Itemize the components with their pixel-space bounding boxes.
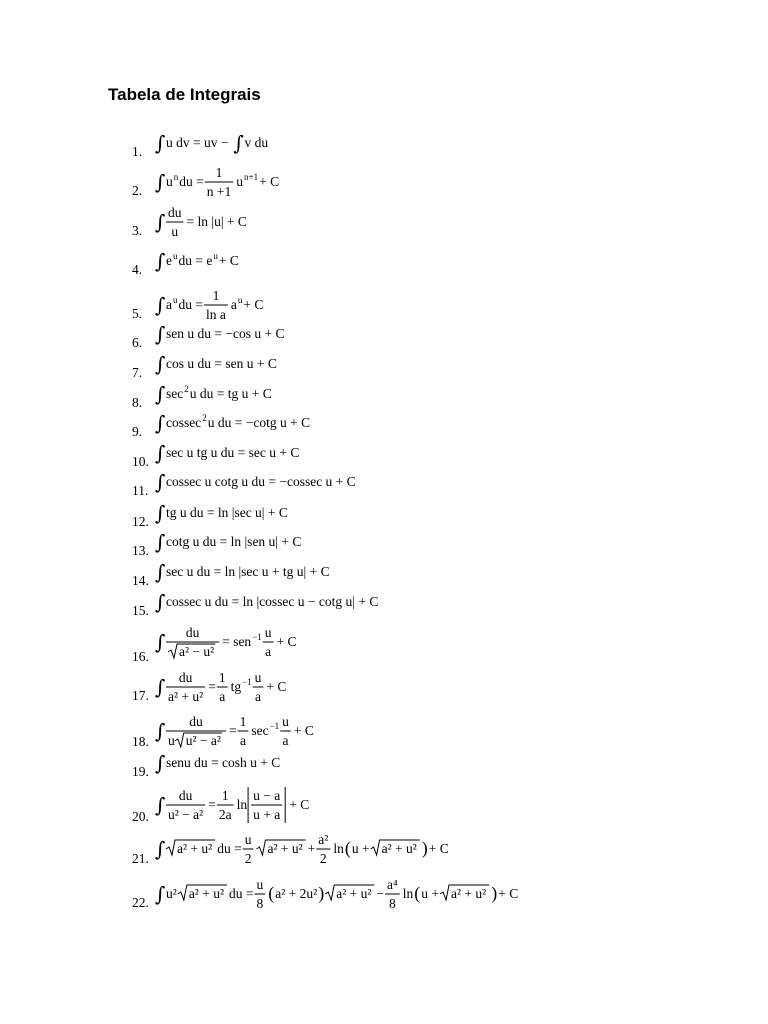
formula-number: 8. bbox=[132, 395, 143, 410]
fraction-numerator: u − a bbox=[253, 788, 281, 803]
superscript: u bbox=[213, 251, 218, 261]
fraction-denominator: a bbox=[282, 733, 289, 748]
formula-text: u + bbox=[421, 886, 440, 901]
fraction-denominator: a bbox=[255, 689, 262, 704]
formula-text: + C bbox=[289, 797, 310, 812]
fraction-numerator: a⁴ bbox=[387, 877, 398, 892]
fraction-denominator: u bbox=[168, 733, 175, 748]
formula-text: du = bbox=[179, 174, 204, 189]
superscript: n bbox=[173, 172, 179, 182]
formula-graphic bbox=[155, 701, 755, 751]
formula-text: cossec bbox=[166, 415, 202, 430]
formula-text: cos u du = sen u + C bbox=[166, 356, 277, 371]
integral-sign-icon: ∫ bbox=[155, 560, 166, 584]
formula-number: 2. bbox=[132, 183, 143, 198]
formula-text: + bbox=[307, 841, 316, 856]
superscript: u bbox=[173, 295, 178, 305]
fraction-numerator: du bbox=[178, 788, 193, 803]
superscript: u bbox=[173, 251, 178, 261]
formula-text: senu du = cosh u + C bbox=[166, 755, 281, 770]
fraction-numerator: du bbox=[189, 714, 203, 729]
fraction-numerator: 1 bbox=[221, 788, 229, 803]
fraction-denominator: a² + u² bbox=[168, 689, 204, 704]
formula-text: a bbox=[166, 297, 172, 312]
formula-text: du = bbox=[217, 841, 242, 856]
integral-sign-icon: ∫ bbox=[155, 382, 166, 406]
formula-text: ln bbox=[333, 841, 344, 856]
fraction-numerator: u bbox=[256, 877, 264, 892]
superscript: 2 bbox=[184, 384, 189, 394]
formula-number: 20. bbox=[132, 809, 149, 824]
parenthesis: ( bbox=[268, 883, 275, 903]
integral-sign-icon: ∫ bbox=[155, 411, 166, 435]
formula-number: 22. bbox=[132, 895, 149, 910]
formula-text: + C bbox=[293, 723, 314, 738]
integral-sign-icon: ∫ bbox=[155, 882, 166, 906]
radicand: a² − u² bbox=[179, 644, 215, 659]
formula-text: sec bbox=[251, 723, 269, 738]
fraction-denominator: 2a bbox=[218, 807, 232, 822]
formula-number: 18. bbox=[132, 734, 149, 749]
fraction-denominator: 8 bbox=[389, 896, 396, 911]
formula-number: 17. bbox=[132, 688, 149, 703]
superscript: n+1 bbox=[244, 172, 259, 182]
integral-sign-icon: ∫ bbox=[155, 470, 166, 494]
integral-sign-icon: ∫ bbox=[155, 719, 166, 743]
fraction-denominator: a bbox=[219, 689, 226, 704]
formula-number: 4. bbox=[132, 262, 143, 277]
formula-text: u du = tg u + C bbox=[189, 386, 272, 401]
formula-text: + C bbox=[428, 841, 449, 856]
formula-number: 7. bbox=[132, 365, 143, 380]
formula-number: 14. bbox=[132, 573, 149, 588]
integral-sign-icon: ∫ bbox=[155, 322, 166, 346]
integral-sign-icon: ∫ bbox=[155, 293, 166, 317]
radicand: u² − a² bbox=[185, 733, 221, 748]
integral-sign-icon: ∫ bbox=[155, 630, 166, 654]
parenthesis: ( bbox=[344, 838, 351, 858]
formula-text: ln bbox=[236, 797, 248, 812]
integral-formula bbox=[155, 864, 755, 917]
formula-text: u du = −cotg u + C bbox=[207, 415, 311, 430]
fraction-denominator: 2 bbox=[244, 851, 252, 866]
fraction-numerator: du bbox=[185, 625, 200, 640]
formula-text: + C bbox=[266, 679, 287, 694]
formula-text: cossec u du = ln |cossec u − cotg u| + C bbox=[166, 594, 379, 609]
fraction-numerator: u bbox=[244, 832, 252, 847]
fraction-numerator: 1 bbox=[215, 165, 223, 180]
fraction-numerator: u bbox=[254, 670, 262, 685]
formula-graphic bbox=[155, 775, 755, 825]
parenthesis: ) bbox=[491, 883, 498, 903]
radicand: a² + u² bbox=[177, 841, 213, 856]
formula-text: u + bbox=[351, 841, 370, 856]
formula-number: 1. bbox=[132, 144, 143, 159]
formula-text: ln bbox=[402, 886, 414, 901]
document-title: Tabela de Integrais bbox=[108, 85, 261, 104]
fraction-denominator: 2 bbox=[319, 851, 327, 866]
formula-text: u bbox=[166, 174, 173, 189]
formula-number: 19. bbox=[132, 764, 149, 779]
integral-sign-icon: ∫ bbox=[155, 352, 166, 376]
formula-text: sec u du = ln |sec u + tg u| + C bbox=[166, 564, 330, 579]
integral-sign-icon: ∫ bbox=[155, 249, 166, 273]
fraction-numerator: u bbox=[282, 714, 289, 729]
formula-text: tg u du = ln |sec u| + C bbox=[166, 505, 288, 520]
formula-text: = bbox=[208, 797, 216, 812]
fraction-denominator: ln a bbox=[206, 307, 226, 322]
integral-sign-icon: ∫ bbox=[155, 793, 166, 817]
formula-number: 13. bbox=[132, 543, 149, 558]
integral-sign-icon: ∫ bbox=[233, 131, 244, 155]
radicand: a² + u² bbox=[267, 841, 303, 856]
fraction-denominator: a bbox=[265, 644, 272, 659]
integral-sign-icon: ∫ bbox=[155, 675, 166, 699]
formula-text: v du bbox=[244, 135, 269, 150]
integral-sign-icon: ∫ bbox=[155, 501, 166, 525]
fraction-denominator: u bbox=[171, 224, 179, 239]
fraction-denominator: 8 bbox=[256, 896, 264, 911]
integral-sign-icon: ∫ bbox=[155, 131, 166, 155]
formula-text: du = bbox=[178, 297, 203, 312]
integral-sign-icon: ∫ bbox=[155, 210, 166, 234]
superscript: u bbox=[237, 295, 243, 305]
formula-text: sec bbox=[166, 386, 184, 401]
formula-text: a² + 2u² bbox=[275, 886, 318, 901]
integral-sign-icon: ∫ bbox=[155, 530, 166, 554]
integral-formula bbox=[155, 612, 755, 665]
formula-text: = ln |u| + C bbox=[186, 214, 247, 229]
formula-graphic bbox=[155, 612, 755, 662]
formula-number: 3. bbox=[132, 223, 143, 238]
formula-number: 11. bbox=[132, 483, 149, 498]
fraction-numerator: du bbox=[168, 205, 182, 220]
integral-sign-icon: ∫ bbox=[155, 170, 166, 194]
formula-number: 15. bbox=[132, 603, 149, 618]
formula-number: 16. bbox=[132, 649, 149, 664]
formula-number: 5. bbox=[132, 306, 143, 321]
formula-text: u² bbox=[166, 886, 177, 901]
formula-text: + C bbox=[276, 634, 297, 649]
formula-text: − bbox=[376, 886, 385, 901]
formula-text: cotg u du = ln |sen u| + C bbox=[166, 534, 302, 549]
integral-sign-icon: ∫ bbox=[155, 590, 166, 614]
formula-text: + C bbox=[498, 886, 519, 901]
superscript: −1 bbox=[242, 677, 252, 687]
parenthesis: ) bbox=[421, 838, 428, 858]
formula-graphic bbox=[155, 819, 755, 869]
fraction-numerator: a² bbox=[318, 832, 329, 847]
formula-text: + C bbox=[218, 253, 239, 268]
formula-text: tg bbox=[230, 679, 242, 694]
fraction-numerator: du bbox=[178, 670, 193, 685]
formula-text: + C bbox=[259, 174, 280, 189]
integral-sign-icon: ∫ bbox=[155, 441, 166, 465]
formula-number: 12. bbox=[132, 514, 149, 529]
formula-text: sec u tg u du = sec u + C bbox=[166, 445, 300, 460]
formula-number: 10. bbox=[132, 454, 149, 469]
parenthesis: ( bbox=[414, 883, 421, 903]
radicand: a² + u² bbox=[336, 886, 372, 901]
formula-number: 21. bbox=[132, 851, 149, 866]
radicand: a² + u² bbox=[188, 886, 225, 901]
integral-sign-icon: ∫ bbox=[155, 837, 166, 861]
formula-text: e bbox=[166, 253, 172, 268]
fraction-denominator: u + a bbox=[253, 807, 281, 822]
fraction-numerator: 1 bbox=[218, 670, 226, 685]
formula-text: sen u du = −cos u + C bbox=[166, 326, 285, 341]
formula-text: = bbox=[208, 679, 216, 694]
formula-text: + C bbox=[243, 297, 264, 312]
formula-text: = sen bbox=[222, 634, 252, 649]
formula-text: = bbox=[228, 723, 237, 738]
parenthesis: ) bbox=[318, 883, 325, 903]
fraction-numerator: 1 bbox=[239, 714, 247, 729]
formula-graphic bbox=[155, 864, 755, 914]
integral-sign-icon: ∫ bbox=[155, 751, 166, 775]
formula-number: 6. bbox=[132, 335, 143, 350]
radicand: a² + u² bbox=[381, 841, 417, 856]
fraction-numerator: u bbox=[264, 625, 272, 640]
radicand: a² + u² bbox=[451, 886, 487, 901]
superscript: −1 bbox=[252, 632, 262, 642]
formula-text: a bbox=[230, 297, 237, 312]
superscript: −1 bbox=[269, 721, 280, 731]
formula-number: 9. bbox=[132, 424, 143, 439]
formula-text: du = bbox=[229, 886, 254, 901]
formula-text: u dv = uv − bbox=[166, 135, 229, 150]
formula-text: u bbox=[236, 174, 243, 189]
fraction-numerator: 1 bbox=[212, 288, 220, 303]
formula-text: cossec u cotg u du = −cossec u + C bbox=[166, 474, 356, 489]
formula-text: du = e bbox=[178, 253, 213, 268]
fraction-denominator: n +1 bbox=[206, 184, 232, 199]
superscript: 2 bbox=[202, 413, 207, 423]
fraction-denominator: a bbox=[239, 733, 246, 748]
fraction-denominator: u² − a² bbox=[168, 807, 204, 822]
